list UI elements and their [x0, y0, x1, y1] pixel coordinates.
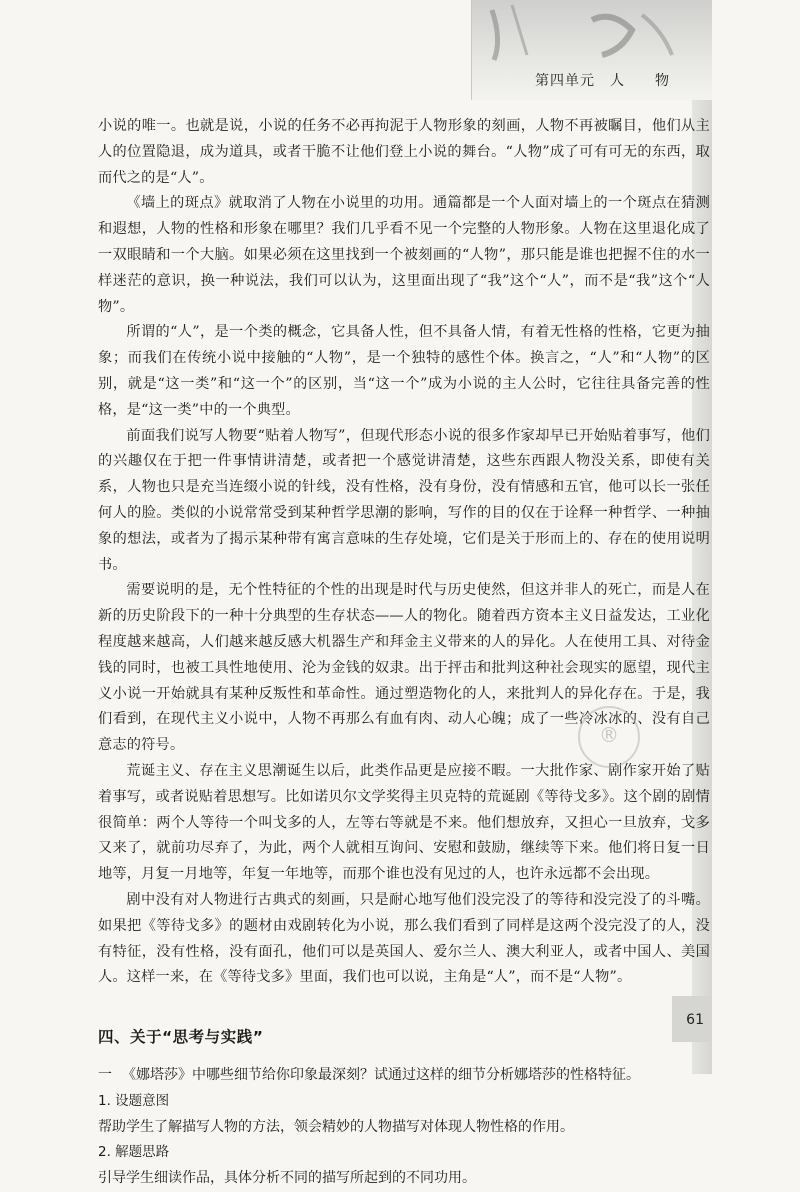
paragraph-1: 小说的唯一。也就是说，小说的任务不必再拘泥于人物形象的刻画，人物不再被瞩目，他们从主人的位置隐退，成为道具，或者干脆不让他们登上小说的舞台。“人物”成了可有可无的东西，取而代之的是“人”。	[98, 118, 710, 186]
paragraph-3: 所谓的“人”，是一个类的概念，它具备人性，但不具备人情，有着无性格的性格，它更为抽象；而我们在传统小说中接触的“人物”，是一个独特的感性个体。换言之，“人”和“人物”的区别，就是“这一类”和“这一个”的区别，当“这一个”成为小说的主人公时，它往往具备完善的性格，是“这一类”中的一个典型。	[98, 324, 710, 418]
subheading-design-intent: 1. 设题意图	[98, 1092, 170, 1109]
page-body	[98, 114, 710, 1192]
question-text: 《娜塔莎》中哪些细节给你印象最深刻？试通过这样的细节分析娜塔莎的性格特征。	[122, 1067, 640, 1084]
paragraph-5: 需要说明的是，无个性特征的个性的出现是时代与历史使然，但这并非人的死亡，而是人在新的历史阶段下的一种十分典型的生存状态——人的物化。随着西方资本主义日益发达，工业化程度越来越高，人们越来越反感大机器生产和拜金主义带来的人的异化。人在使用工具、对待金钱的同时，也被工具性地使用、沦为金钱的奴隶。出于抨击和批判这种社会现实的愿望，现代主义小说一开始就具有某种反叛性和革命性。通过塑造物化的人，来批判人的异化存在。于是，我们看到，在现代主义小说中，人物不再那么有血有肉、动人心魄；成了一些冷冰冰的、没有自己意志的符号。	[98, 582, 710, 754]
page-number: 61	[686, 1012, 704, 1028]
subheading-solution-approach: 2. 解题思路	[98, 1144, 170, 1161]
design-intent-text: 帮助学生了解描写人物的方法，领会精妙的人物描写对体现人物性格的作用。	[98, 1118, 574, 1135]
section-heading: 四、关于“思考与实践”	[98, 1028, 264, 1047]
question-item	[98, 1063, 710, 1089]
solution-approach-text: 引导学生细读作品，具体分析不同的描写所起到的不同功用。	[98, 1170, 476, 1187]
ink-painting-illustration	[472, 0, 712, 70]
paragraph-7: 剧中没有对人物进行古典式的刻画，只是耐心地写他们没完没了的等待和没完没了的斗嘴。如果把《等待戈多》的题材由戏剧转化为小说，那么我们看到了同样是这两个没完没了的人，没有特征，没有性格，没有面孔，他们可以是英国人、爱尔兰人、澳大利亚人，或者中国人、美国人。这样一来，在《等待戈多》里面，我们也可以说，主角是“人”，而不是“人物”。	[98, 891, 710, 986]
question-number: 一	[98, 1067, 112, 1084]
paragraph-4: 前面我们说写人物要“贴着人物写”，但现代形态小说的很多作家却早已开始贴着事写，他们的兴趣仅在于把一件事情讲清楚，或者把一个感觉讲清楚，这些东西跟人物没关系，即使有关系，人物也只是充当连缀小说的针线，没有性格，没有身份，没有情感和五官，他可以长一张任何人的脸。类似的小说常常受到某种哲学思潮的影响，写作的目的仅在于诠释一种哲学、一种抽象的想法，或者为了揭示某种带有寓言意味的生存处境，它们是关于形而上的、存在的使用说明书。	[98, 427, 710, 573]
paragraph-6: 荒诞主义、存在主义思潮诞生以后，此类作品更是应接不暇。一大批作家、剧作家开始了贴着事写，或者说贴着思想写。比如诺贝尔文学奖得主贝克特的荒诞剧《等待戈多》。这个剧的剧情很简单：两个人等待一个叫戈多的人，左等右等就是不来。他们想放弃，又担心一旦放弃，戈多又来了，就前功尽弃了，为此，两个人就相互询问、安慰和鼓励，继续等下来。他们将日复一日地等，月复一月地等，年复一年地等，而那个谁也没有见过的人，也许永远都不会出现。	[98, 762, 710, 883]
running-head: 第四单元 人 物	[535, 73, 670, 89]
watermark-seal: ®	[578, 706, 640, 768]
paragraph-2: 《墙上的斑点》就取消了人物在小说里的功用。通篇都是一个人面对墙上的一个斑点在猜测和遐想，人物的性格和形象在哪里？我们几乎看不见一个完整的人物形象。人物在这里退化成了一双眼睛和一个大脑。如果必须在这里找到一个被刻画的“人物”，那只能是谁也把握不住的水一样迷茫的意识，换一种说法，我们可以认为，这里面出现了“我”这个“人”，而不是“我”这个“人物”。	[98, 195, 710, 315]
